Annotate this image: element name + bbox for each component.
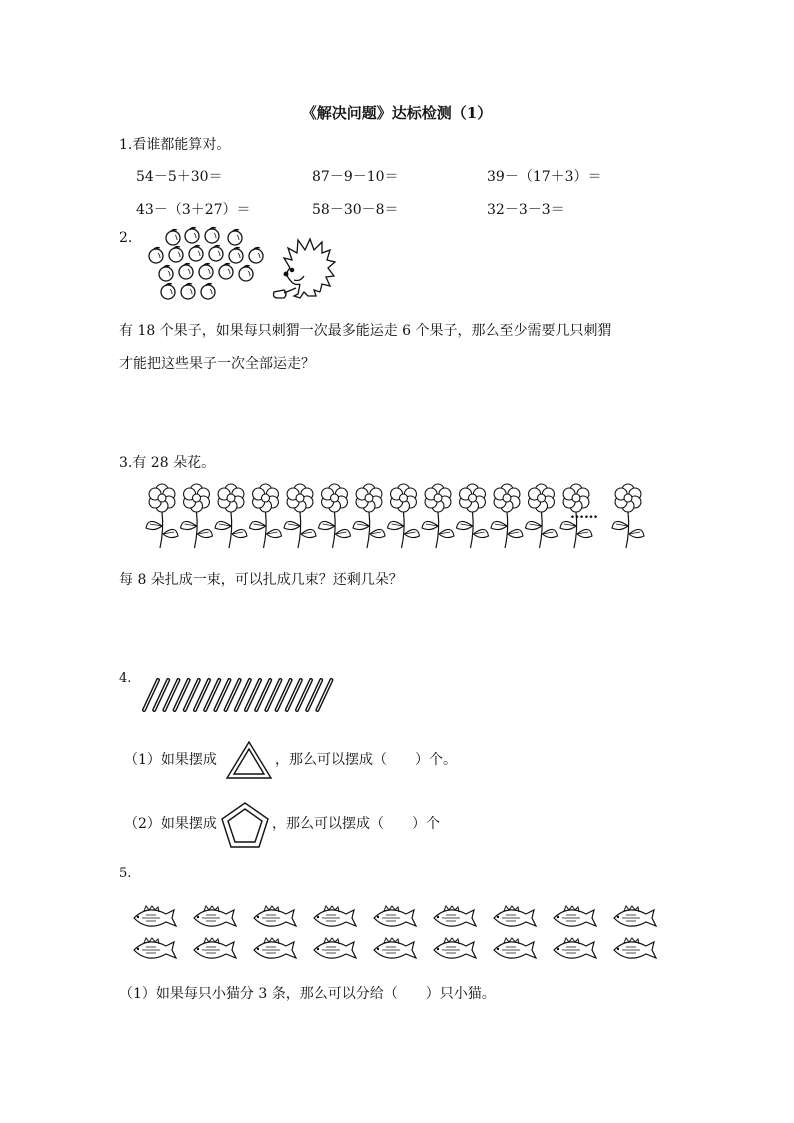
equation-5: 58－30－8＝ [312,202,399,218]
fruit-icon [189,245,203,261]
fish-icon [314,906,356,926]
fruit-icon [199,263,213,279]
q5-number: 5. [119,866,132,881]
fish-icon [554,938,596,958]
fruit-icon [185,227,199,243]
fruit-pile-illustration [140,228,270,308]
sticks-illustration [140,676,340,716]
flower-icon [250,484,282,548]
q5-sub1: （1）如果每只小猫分 3 条，那么可以分给（ ）只小猫。 [119,986,496,1002]
fish-icon [494,906,536,926]
pentagon-icon [220,801,270,849]
q4-sub2-suffix: ，那么可以摆成（ ）个 [272,816,440,832]
q4-sub2-prefix: （2）如果摆成 [124,816,217,832]
fruit-icon [209,245,223,261]
fish-icon [434,906,476,926]
q4-number: 4. [119,671,132,686]
equation-3: 39－（17＋3）＝ [487,169,602,185]
fish-icon [434,938,476,958]
fruit-icon [149,247,163,263]
fish-icon [374,906,416,926]
flower-icon [181,484,213,548]
flower-icon [457,484,489,548]
fish-icon [374,938,416,958]
fruit-icon [219,263,233,279]
q2-number: 2. [119,230,133,246]
flower-icon [319,484,351,548]
fruit-icon [181,283,195,299]
flower-icon [353,484,385,548]
flower-icon [388,484,420,548]
fruit-icon [169,246,183,262]
fruit-icon [166,229,180,245]
fruit-icon [229,247,243,263]
fruit-icon [201,283,215,299]
flower-icon [491,484,523,548]
equation-1: 54－5＋30＝ [136,169,223,185]
page-title: 《解决问题》达标检测（1） [301,104,493,122]
q2-question-line1: 有 18 个果子，如果每只刺猬一次最多能运走 6 个果子，那么至少需要几只刺猬 [119,323,612,339]
equation-6: 32－3－3＝ [487,202,565,218]
fruit-icon [228,229,242,245]
fish-icon [134,906,176,926]
flower-icon [526,484,558,548]
equation-2: 87－9－10＝ [312,169,399,185]
triangle-icon [225,740,273,780]
flower-icon [422,484,454,548]
fruit-icon [179,263,193,279]
q1-heading: 1.看谁都能算对。 [119,137,231,153]
q3-heading: 3.有 28 朵花。 [119,455,216,471]
q2-question-line2: 才能把这些果子一次全部运走？ [119,356,315,372]
q4-sub1-prefix: （1）如果摆成 [124,752,217,768]
fish-icon [134,938,176,958]
equation-4: 43－（3＋27）＝ [136,202,251,218]
fish-icon [614,906,656,926]
flower-icon [146,484,178,548]
fish-icon [314,938,356,958]
hedgehog-illustration [270,236,338,304]
fish-icon [494,938,536,958]
flower-icon [215,484,247,548]
q4-sub1-suffix: ，那么可以摆成（ ）个。 [275,752,457,768]
flower-icon [612,484,644,548]
fish-icon [554,906,596,926]
fish-icon [194,938,236,958]
fruit-icon [239,265,253,281]
fish-grid-illustration [122,900,662,970]
fish-icon [194,906,236,926]
fruit-icon [205,227,219,243]
flower-icon [284,484,316,548]
fish-icon [254,906,296,926]
fruit-icon [159,265,173,281]
flower-ellipsis: …… [570,506,598,522]
q3-question: 每 8 朵扎成一束，可以扎成几束？还剩几朵？ [119,572,403,588]
fish-icon [614,938,656,958]
fish-icon [254,938,296,958]
fruit-icon [161,283,175,299]
fruit-icon [249,247,263,263]
